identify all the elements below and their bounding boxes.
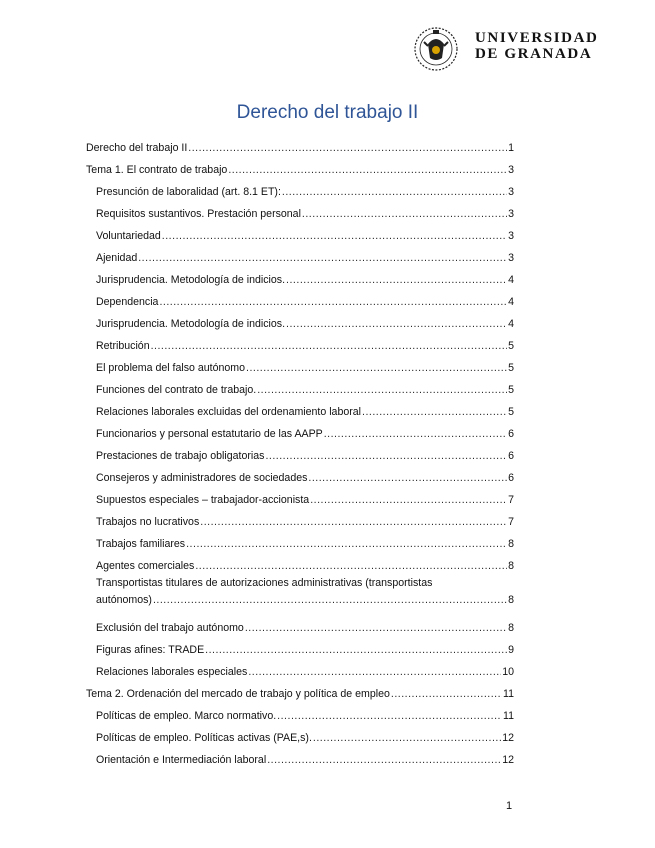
toc-entry[interactable] [86, 243, 514, 265]
toc-entry-page: 7 [508, 494, 514, 506]
toc-leader-dots [153, 594, 507, 607]
toc-entry[interactable] [86, 463, 514, 485]
toc-entry[interactable] [86, 221, 514, 243]
toc-entry-page: 8 [508, 622, 514, 634]
toc-entry-page: 9 [508, 644, 514, 656]
toc-leader-dots [391, 688, 502, 701]
toc-entry[interactable] [86, 155, 514, 177]
toc-entry-page: 6 [508, 428, 514, 440]
toc-entry[interactable] [86, 635, 514, 657]
toc-leader-dots [245, 622, 507, 635]
toc-entry[interactable] [86, 441, 514, 463]
toc-leader-dots [200, 516, 507, 529]
toc-entry-text: Figuras afines: TRADE [96, 644, 205, 656]
toc-entry-page: 3 [508, 186, 514, 198]
toc-entry[interactable] [86, 613, 514, 635]
toc-entry-page: 12 [502, 732, 514, 744]
toc-leader-dots [257, 384, 507, 397]
toc-entry-page: 3 [508, 252, 514, 264]
toc-entry-page: 11 [503, 710, 514, 722]
toc-entry-text: Políticas de empleo. Políticas activas (PAE,s). [96, 732, 312, 744]
toc-entry-page: 7 [508, 516, 514, 528]
toc-entry-page: 10 [502, 666, 514, 678]
toc-leader-dots [282, 186, 507, 199]
toc-entry-page: 4 [508, 274, 514, 286]
toc-entry[interactable] [86, 529, 514, 551]
toc-entry-text: Transportistas titulares de autorizaciones administrativas (transportistas [96, 577, 433, 589]
toc-entry[interactable] [86, 485, 514, 507]
toc-entry-page: 8 [508, 538, 514, 550]
toc-entry-text: Voluntariedad [96, 230, 161, 242]
toc-entry[interactable] [86, 287, 514, 309]
toc-entry-page: 6 [508, 450, 514, 462]
toc-entry-page: 1 [508, 142, 514, 154]
toc-entry-text: Supuestos especiales – trabajador-accionista [96, 494, 310, 506]
toc-entry-page: 5 [508, 384, 514, 396]
toc-entry-text: Derecho del trabajo II [86, 142, 188, 154]
toc-entry-text-continued: autónomos) [96, 594, 152, 606]
toc-entry-text: Ajenidad [96, 252, 138, 264]
toc-entry-page: 5 [508, 340, 514, 352]
toc-entry-page: 4 [508, 296, 514, 308]
toc-entry[interactable] [86, 723, 514, 745]
toc-leader-dots [195, 560, 507, 573]
toc-entry[interactable] [86, 353, 514, 375]
university-name-line1: UNIVERSIDAD [475, 30, 599, 46]
toc-entry-text: Funcionarios y personal estatutario de las AAPP [96, 428, 323, 440]
toc-entry-text: El problema del falso autónomo [96, 362, 245, 374]
toc-entry[interactable] [86, 657, 514, 679]
toc-leader-dots [324, 428, 507, 441]
toc-entry-page: 8 [508, 594, 514, 606]
toc-leader-dots [138, 252, 507, 265]
toc-entry[interactable] [86, 265, 514, 287]
toc-entry-text: Jurisprudencia. Metodología de indicios. [96, 274, 286, 286]
university-logo [414, 24, 599, 74]
toc-entry-text: Tema 2. Ordenación del mercado de trabajo y política de empleo [86, 688, 390, 700]
toc-entry-text: Dependencia [96, 296, 159, 308]
toc-entry[interactable] [86, 745, 514, 767]
toc-entry-text: Orientación e Intermediación laboral [96, 754, 267, 766]
toc-leader-dots [267, 754, 501, 767]
toc-entry-text: Relaciones laborales excluidas del ordenamiento laboral [96, 406, 362, 418]
toc-leader-dots [286, 274, 507, 287]
toc-entry-page: 3 [508, 230, 514, 242]
toc-entry[interactable] [86, 507, 514, 529]
toc-entry-text: Prestaciones de trabajo obligatorias [96, 450, 265, 462]
toc-entry-page: 11 [503, 688, 514, 700]
toc-entry-text: Tema 1. El contrato de trabajo [86, 164, 228, 176]
university-seal-icon [414, 24, 466, 74]
university-name-line2: DE GRANADA [475, 46, 593, 62]
toc-entry[interactable] [86, 419, 514, 441]
toc-entry-page: 3 [508, 208, 514, 220]
toc-leader-dots [186, 538, 507, 551]
toc-leader-dots [162, 230, 507, 243]
toc-entry[interactable] [86, 679, 514, 701]
toc-leader-dots [159, 296, 507, 309]
toc-leader-dots [277, 710, 502, 723]
toc-entry-text: Presunción de laboralidad (art. 8.1 ET): [96, 186, 281, 198]
toc-entry[interactable] [86, 375, 514, 397]
toc-entry-page: 6 [508, 472, 514, 484]
toc-entry[interactable] [86, 177, 514, 199]
toc-leader-dots [151, 340, 508, 353]
toc-entry-page: 5 [508, 362, 514, 374]
university-name [475, 30, 598, 62]
document-title: Derecho del trabajo II [236, 102, 419, 123]
page-number: 1 [506, 800, 513, 812]
toc-entry[interactable] [86, 701, 514, 723]
toc-entry-text: Trabajos familiares [96, 538, 186, 550]
toc-leader-dots [310, 494, 507, 507]
toc-leader-dots [246, 362, 507, 375]
toc-leader-dots [265, 450, 507, 463]
toc-entry-page: 8 [508, 560, 514, 572]
toc-leader-dots [308, 472, 507, 485]
toc-entry[interactable] [86, 397, 514, 419]
toc-entry[interactable] [86, 133, 514, 155]
toc-entry[interactable] [86, 573, 514, 613]
toc-leader-dots [302, 208, 507, 221]
toc-entry-page: 5 [508, 406, 514, 418]
toc-entry-page: 4 [508, 318, 514, 330]
toc-entry-text: Funciones del contrato de trabajo. [96, 384, 257, 396]
toc-leader-dots [286, 318, 507, 331]
toc-entry-text: Trabajos no lucrativos [96, 516, 200, 528]
toc-entry-text: Exclusión del trabajo autónomo [96, 622, 244, 634]
toc-entry[interactable] [86, 551, 514, 573]
toc-entry-text: Consejeros y administradores de sociedades [96, 472, 308, 484]
toc-entry[interactable] [86, 331, 514, 353]
toc-entry-text: Retribución [96, 340, 150, 352]
toc-leader-dots [313, 732, 501, 745]
toc-entry-text: Políticas de empleo. Marco normativo. [96, 710, 277, 722]
toc-leader-dots [248, 666, 501, 679]
toc-leader-dots [228, 164, 507, 177]
toc-entry-text: Agentes comerciales [96, 560, 195, 572]
toc-entry-page: 12 [502, 754, 514, 766]
table-of-contents [86, 133, 514, 767]
toc-leader-dots [362, 406, 507, 419]
toc-entry-text: Requisitos sustantivos. Prestación personal [96, 208, 301, 220]
toc-leader-dots [205, 644, 507, 657]
toc-entry-text: Jurisprudencia. Metodología de indicios. [96, 318, 286, 330]
toc-entry-page: 3 [508, 164, 514, 176]
toc-entry[interactable] [86, 199, 514, 221]
toc-leader-dots [188, 142, 507, 155]
toc-entry[interactable] [86, 309, 514, 331]
toc-entry-text: Relaciones laborales especiales [96, 666, 248, 678]
